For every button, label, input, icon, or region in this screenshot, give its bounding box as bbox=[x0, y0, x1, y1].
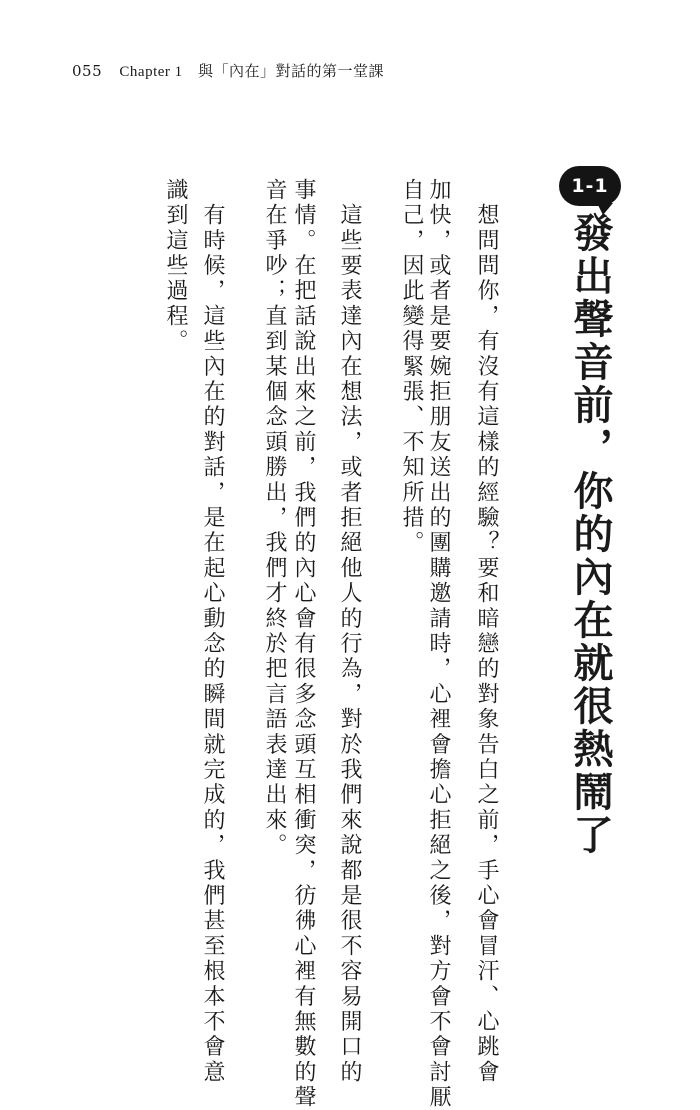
chapter-title: 與「內在」對話的第一堂課 bbox=[197, 62, 384, 80]
section-number-badge: 1-1 bbox=[559, 166, 621, 206]
body-line-5: 事情。在把話說出來之前，我們的內心會有很多念頭互相衝突，彷彿心裡有無數的聲 bbox=[291, 178, 316, 1110]
body-line-8: 識到這些過程。 bbox=[163, 178, 188, 355]
body-line-1: 想問問你，有沒有這樣的經驗？要和暗戀的對象告白之前，手心會冒汗、心跳會 bbox=[474, 178, 499, 1086]
body-line-7: 有時候，這些內在的對話，是在起心動念的瞬間就完成的，我們甚至根本不會意 bbox=[200, 178, 225, 1086]
body-line-3: 自己，因此變得緊張、不知所措。 bbox=[399, 178, 424, 556]
body-line-4: 這些要表達內在想法，或者拒絕他人的行為，對於我們來說都是很不容易開口的 bbox=[337, 178, 362, 1086]
running-head bbox=[72, 60, 384, 81]
chapter-label: Chapter 1 bbox=[119, 64, 183, 80]
section-title: 發出聲音前，你的內在就很熱鬧了 bbox=[567, 212, 613, 857]
page-number: 055 bbox=[72, 62, 103, 80]
body-line-2: 加快，或者是要婉拒朋友送出的團購邀請時，心裡會擔心拒絕之後，對方會不會討厭 bbox=[426, 178, 451, 1110]
body-line-6: 音在爭吵；直到某個念頭勝出，我們才終於把言語表達出來。 bbox=[262, 178, 287, 859]
